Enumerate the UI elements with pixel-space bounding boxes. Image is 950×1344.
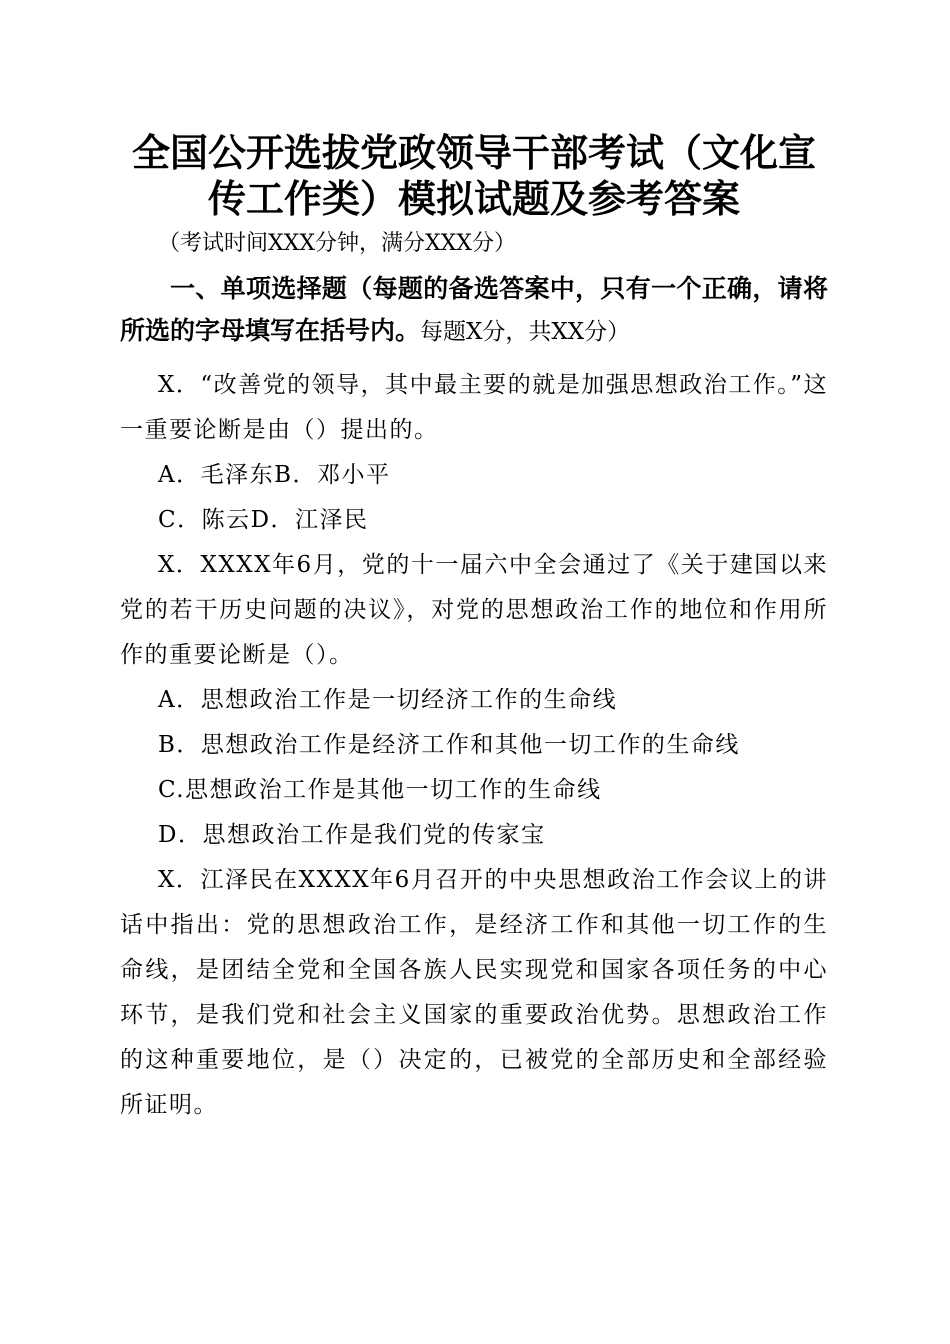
- question-1: [120, 363, 828, 543]
- section-heading-instructions: 一、单项选择题（每题的备选答案中，只有一个正确，请将所选的字母填写在括号内。: [120, 274, 828, 345]
- document-title: 全国公开选拔党政领导干部考试（文化宣传工作类）模拟试题及参考答案: [131, 130, 816, 221]
- section-heading: [120, 268, 828, 353]
- question-stem: X．江泽民在XXXX年6月召开的中央思想政治工作会议上的讲话中指出：党的思想政治工作，是经济工作和其他一切工作的生命线，是团结全党和全国各族人民实现党和国家各项任务的中心环节，是我们党和社会主义国家的重要政治优势。思想政治工作的这种重要地位，是（）决定的，已被党的全部历史和全部经验所证明。: [120, 867, 828, 1118]
- answer-option: A．毛泽东B．邓小平: [158, 462, 391, 488]
- document-page: [120, 130, 828, 1128]
- answer-option: D．思想政治工作是我们党的传家宝: [158, 822, 546, 848]
- answer-option: C.思想政治工作是其他一切工作的生命线: [158, 777, 602, 803]
- question-2: [120, 543, 828, 858]
- question-3: [120, 858, 828, 1128]
- question-stem: X．XXXX年6月，党的十一届六中全会通过了《关于建国以来党的若干历史问题的决议》，对党的思想政治工作的地位和作用所作的重要论断是（）。: [120, 552, 828, 668]
- answer-option: A．思想政治工作是一切经济工作的生命线: [158, 687, 618, 713]
- answer-option: B．思想政治工作是经济工作和其他一切工作的生命线: [158, 732, 740, 758]
- answer-option: C．陈云D．江泽民: [158, 507, 369, 533]
- question-stem: X．“改善党的领导，其中最主要的就是加强思想政治工作。”这一重要论断是由（）提出的。: [120, 372, 828, 443]
- exam-time-note: （考试时间XXX分钟，满分XXX分）: [158, 231, 516, 256]
- section-heading-scoring: 每题X分，共XX分）: [420, 319, 631, 345]
